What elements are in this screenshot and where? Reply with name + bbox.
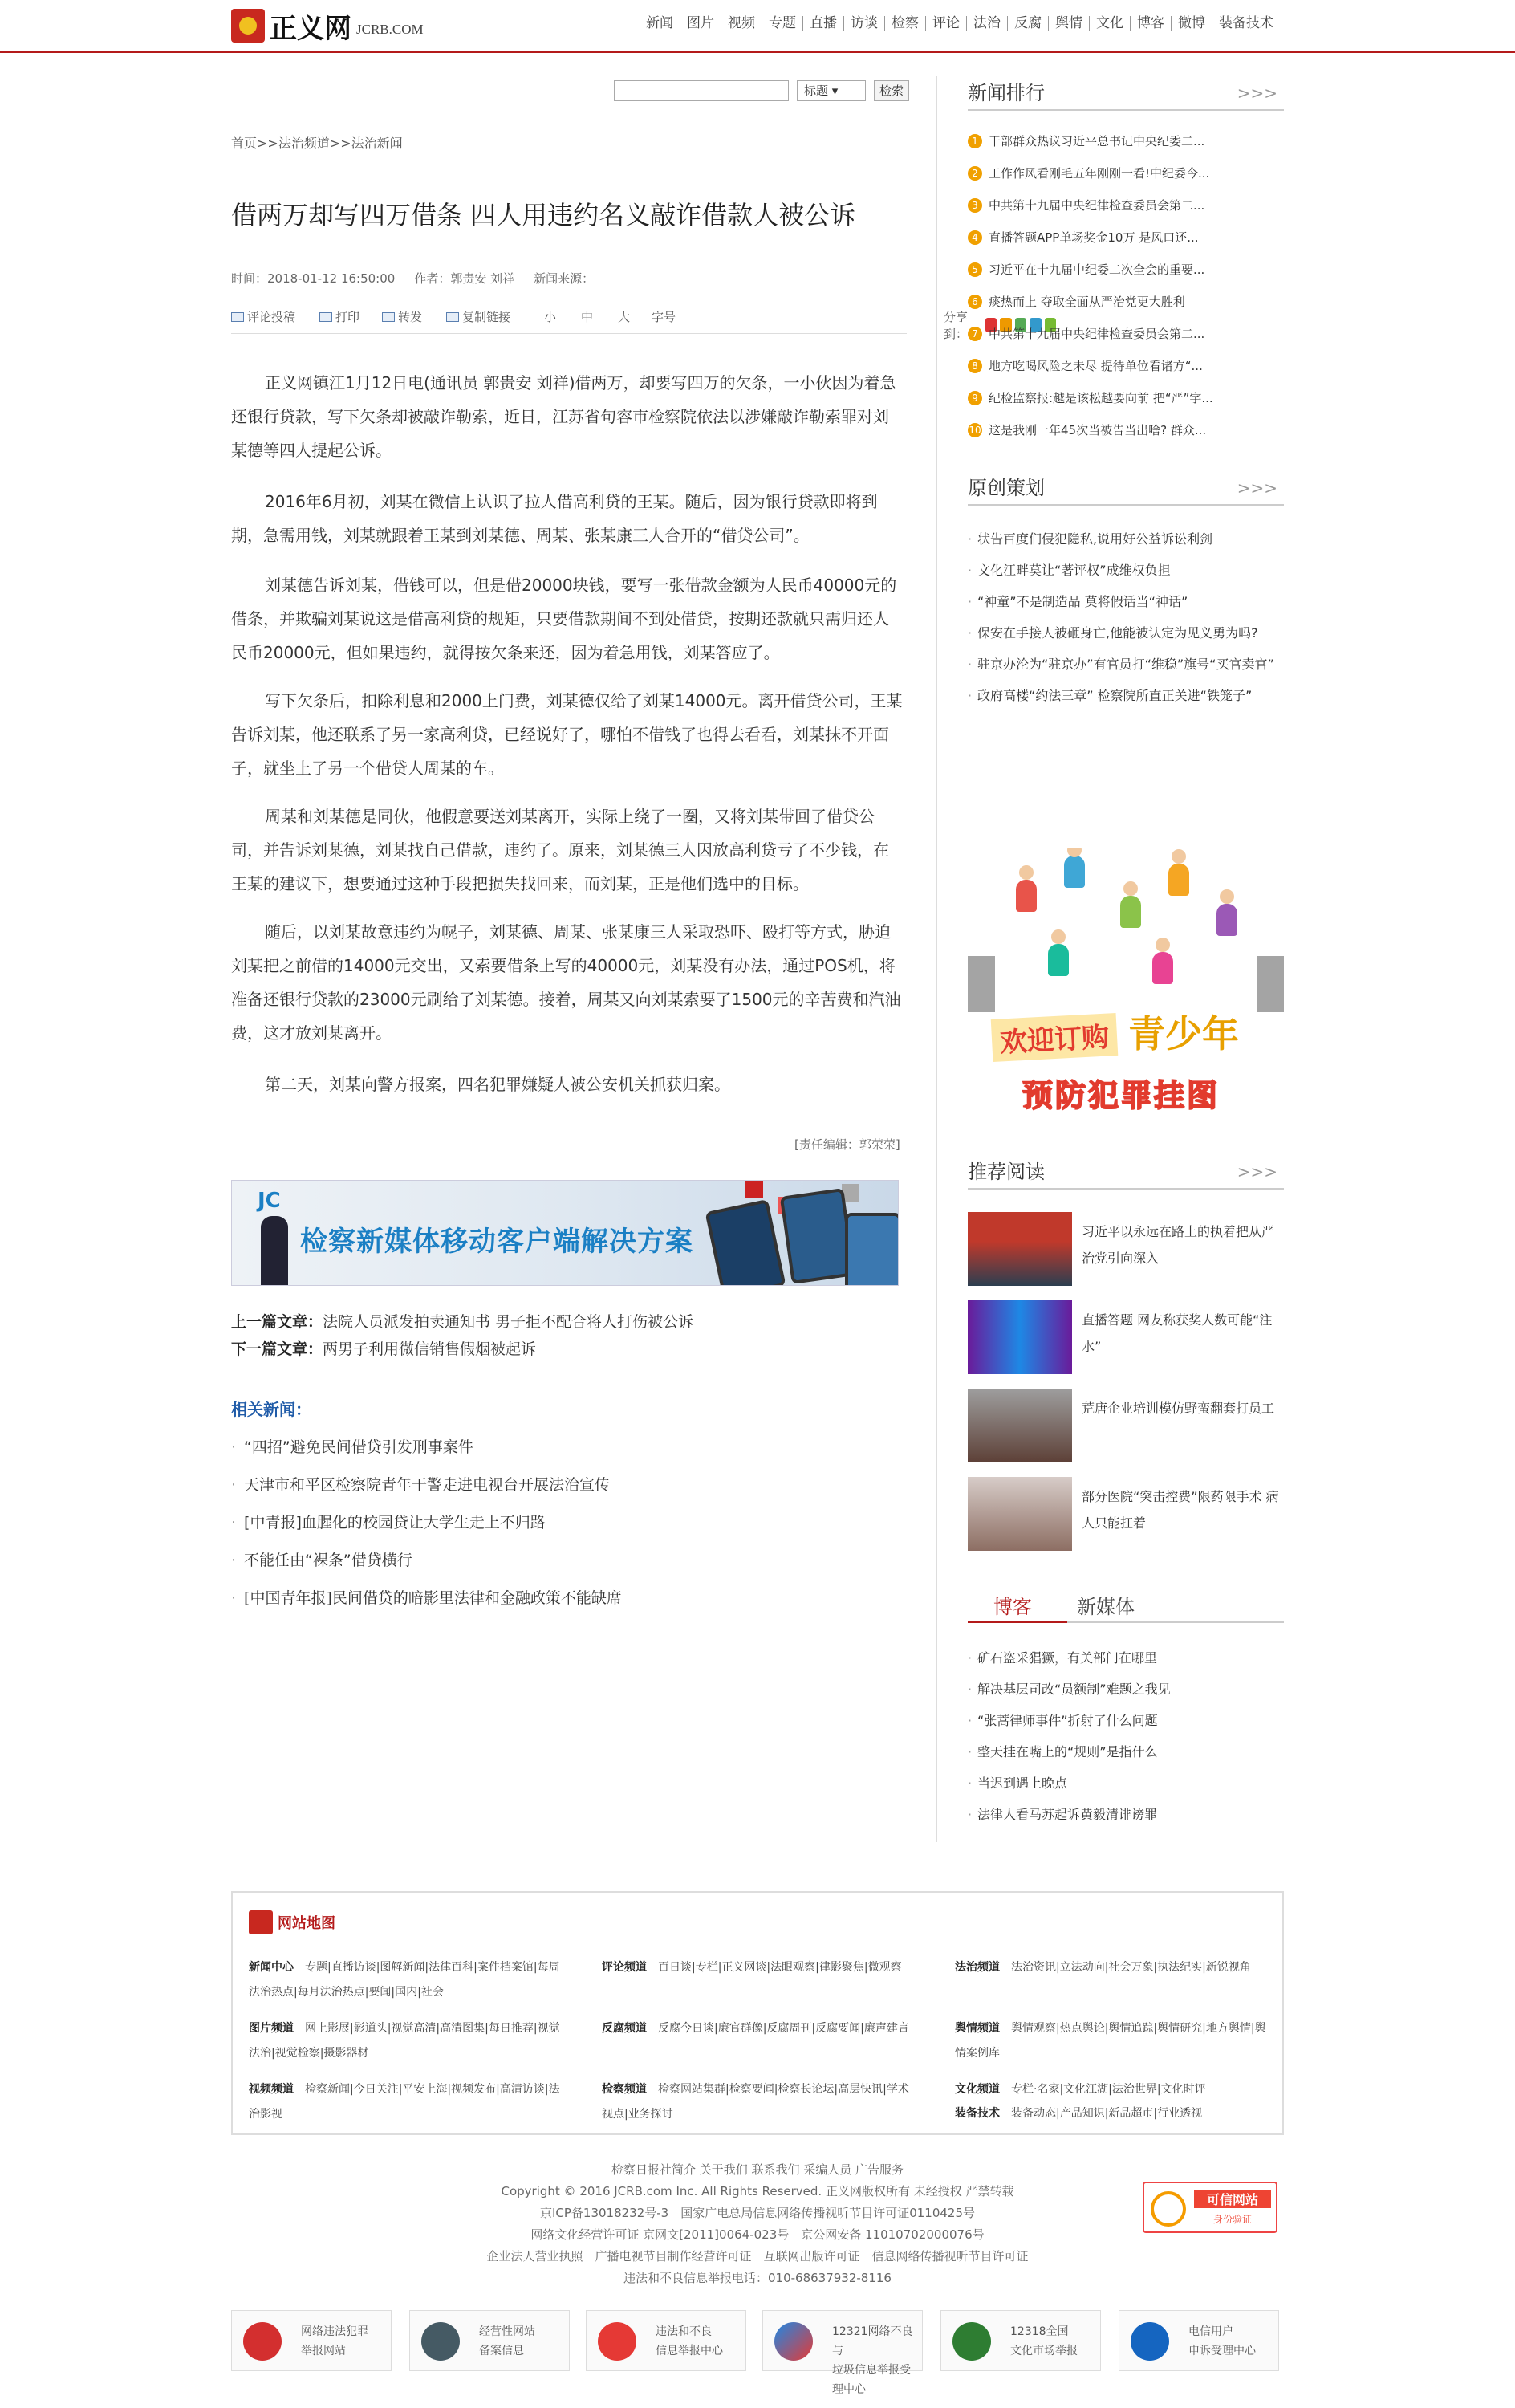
badge-line: 申诉受理中心: [1188, 2345, 1256, 2357]
badge-line: 文化市场举报: [1010, 2345, 1078, 2357]
sitemap-col-links: 网上影展|影道头|视觉高清|高清图集|每日推荐|视觉法治|视觉检察|摄影器材: [249, 2022, 560, 2060]
original-item[interactable]: · 保安在手接人被砸身亡,他能被认定为见义勇为吗?: [968, 617, 1284, 649]
sitemap-col-title: 反腐频道: [602, 2022, 647, 2035]
poster-figure: [1048, 944, 1069, 976]
footer-badge[interactable]: [762, 2310, 923, 2396]
badge-line: 网络违法犯罪: [301, 2325, 368, 2338]
report-shield-icon: [598, 2322, 636, 2361]
rank-item-text: 中共第十九届中央纪律检查委员会第二...: [989, 198, 1205, 213]
recommend-text: 直播答题 网友称获奖人数可能“注水”: [1082, 1312, 1273, 1354]
sitemap-column[interactable]: [955, 1955, 1268, 1980]
share-label: 分享到：: [944, 310, 969, 341]
footer-certs[interactable]: 企业法人营业执照 广播电视节目制作经营许可证 互联网出版许可证 信息网络传播视听节目许可证: [486, 2249, 1029, 2264]
sitemap-col-title: 舆情频道: [955, 2022, 1000, 2035]
footer-links[interactable]: 检察日报社简介 关于我们 联系我们 采编人员 广告服务: [611, 2162, 904, 2177]
sitemap-col-links: 检察新闻|今日关注|平安上海|视频发布|高清访谈|法治影视: [249, 2083, 560, 2121]
rank-item-text: 纪检监察报:越是该松越要向前 把“严”字...: [989, 391, 1213, 405]
rank-item-text: 直播答题APP单场奖金10万 是风口还...: [989, 230, 1199, 245]
sitemap-column[interactable]: [955, 2016, 1268, 2066]
copy-link[interactable]: [446, 308, 510, 325]
top-nav: [640, 16, 1280, 31]
comment-submit-link[interactable]: [231, 308, 295, 325]
print-link[interactable]: [319, 308, 359, 325]
banner-text: 检察新媒体移动客户端解决方案: [300, 1226, 693, 1258]
article-paragraph: 写下欠条后，扣除利息和2000上门费，刘某德仅给了刘某14000元。离开借贷公司，王某告诉刘某，他还联系了另一家高利贷，已经说好了，哪怕不借钱了也得去看看，刘某抹不开面子，就坐上了另一个借贷人周某的车。: [231, 691, 903, 778]
sitemap-col-links: 装备动态|产品知识|新品超市|行业透视: [1011, 2107, 1203, 2120]
sitemap-col-title: 图片频道: [249, 2022, 294, 2035]
related-news-item[interactable]: · [中青报]血腥化的校园贷让大学生走上不归路: [231, 1504, 622, 1542]
trust-subtitle: 身份验证: [1212, 2214, 1252, 2225]
recommend-title: 推荐阅读: [968, 1161, 1045, 1183]
nav-item[interactable]: 新闻: [646, 15, 673, 31]
poster-line2: 青少年: [1128, 1012, 1239, 1056]
search-button[interactable]: 检索: [874, 80, 909, 101]
rank-item-text: 中共第十九届中央纪律检查委员会第二...: [989, 327, 1205, 341]
article-paragraph: 正义网镇江1月12日电(通讯员 郭贵安 刘祥)借两万，却要写四万的欠条，一小伙因为着急还银行贷款，写下欠条却被敲诈勒索，近日，江苏省句容市检察院依法以涉嫌敲诈勒索罪对刘某德等四人提起公诉。: [231, 373, 896, 460]
footer-badge[interactable]: [409, 2310, 570, 2371]
rank-item[interactable]: [968, 189, 1284, 222]
sitemap-col-title: 装备技术: [955, 2107, 1000, 2120]
banner-brand: JC: [258, 1189, 281, 1213]
recommend-text: 习近平以永远在路上的执着把从严治党引向深入: [1082, 1224, 1275, 1266]
nav-item[interactable]: 检察: [884, 16, 925, 31]
banner-figure: [261, 1216, 288, 1285]
original-list: [968, 523, 1284, 711]
rank-item-text: 习近平在十九届中纪委二次全会的重要...: [989, 262, 1205, 277]
rank-item[interactable]: [968, 414, 1284, 446]
font-small-label: 小: [544, 310, 557, 324]
phone-image: [845, 1213, 899, 1286]
footer-info: [0, 2159, 1515, 2289]
more-link[interactable]: >>>: [1237, 478, 1277, 498]
badge-line: 违法和不良: [656, 2325, 712, 2338]
prev-article-link[interactable]: [231, 1308, 693, 1336]
footer-copyright: Copyright © 2016 JCRB.com Inc. All Rights Reserved. 正义网版权所有 未经授权 严禁转载: [501, 2184, 1014, 2199]
footer-icp: 京ICP备13018232号-3 国家广电总局信息网络传播视听节目许可证0110425号: [539, 2206, 976, 2220]
rank-item[interactable]: [968, 254, 1284, 286]
site-map: [231, 1891, 1284, 2135]
forward-icon: [382, 312, 395, 322]
sitemap-title: 网站地图: [278, 1915, 335, 1932]
rank-item-text: 这是我刚一年45次当被告当出啥? 群众...: [989, 423, 1207, 437]
print-label: 打印: [335, 310, 360, 324]
font-large-button[interactable]: [618, 308, 630, 325]
rank-number-badge: 1: [968, 134, 982, 148]
police-emblem-icon: [243, 2322, 282, 2361]
logo-emblem-icon: [231, 9, 265, 43]
sitemap-header: [249, 1910, 335, 1934]
banner-decor: [745, 1181, 763, 1198]
original-item[interactable]: · 状告百度们侵犯隐私,说用好公益诉讼利剑: [968, 523, 1284, 555]
font-small-button[interactable]: [544, 308, 556, 325]
poster-figure-head: [1172, 849, 1186, 864]
recommend-thumbnail: [968, 1212, 1072, 1286]
breadcrumb[interactable]: 首页>>法治频道>>法治新闻: [231, 136, 403, 151]
original-item[interactable]: · 政府高楼“约法三章” 检察院所直正关进“铁笼子”: [968, 680, 1284, 711]
prev-title: 法院人员派发拍卖通知书 男子拒不配合将人打伤被公诉: [323, 1313, 694, 1331]
sitemap-col-links: 检察网站集群|检察要闻|检察长论坛|高层快讯|学术视点|业务探讨: [602, 2083, 909, 2121]
nav-item[interactable]: 博客: [1130, 16, 1171, 31]
related-news-item[interactable]: · 不能任由“裸条”借贷横行: [231, 1542, 622, 1580]
poster-figure: [1016, 880, 1037, 912]
logo-domain: JCRB.COM: [356, 22, 424, 37]
more-link[interactable]: >>>: [1237, 1162, 1277, 1182]
badge-line: 经营性网站: [479, 2325, 535, 2338]
poster-line3: 预防犯罪挂图: [1022, 1078, 1221, 1113]
article-paragraph: 刘某德告诉刘某，借钱可以，但是借20000块钱，要写一张借款金额为人民币40000元的借条，并欺骗刘某说这是借高利贷的规矩，只要借款期间不到处借贷，按期还款就只需归还人民币20000元，但如果违约，就得按欠条来还，因为着急用钱，刘某答应了。: [231, 576, 897, 662]
rank-item[interactable]: [968, 318, 1284, 350]
related-news-item[interactable]: · 天津市和平区检察院青年干警走进电视台开展法治宣传: [231, 1466, 622, 1504]
rank-item[interactable]: [968, 286, 1284, 318]
article-author: 作者：郭贵安 刘祥: [414, 271, 515, 286]
original-header: [968, 474, 1284, 506]
app-ad-banner[interactable]: [231, 1180, 899, 1286]
font-mid-label: 中: [581, 310, 594, 324]
responsible-editor: [责任编辑：郭荣荣]: [794, 1137, 900, 1152]
poster-figure-head: [1019, 865, 1034, 880]
font-mid-button[interactable]: [581, 308, 593, 325]
news-rank-list: [968, 125, 1284, 446]
blog-media-tabs: [968, 1588, 1284, 1623]
recommend-header: [968, 1157, 1284, 1190]
police-figure-icon: [421, 2322, 460, 2361]
copy-label: 复制链接: [462, 310, 511, 324]
nav-item[interactable]: 微博: [1171, 16, 1212, 31]
active-tab-indicator: [968, 1621, 1067, 1623]
related-news-title: 相关新闻：: [231, 1400, 311, 1419]
original-item[interactable]: · 驻京办沦为“驻京办”有官员打“维稳”旗号“买官卖官”: [968, 649, 1284, 680]
rank-item[interactable]: [968, 222, 1284, 254]
related-news-item[interactable]: · [中国青年报]民间借贷的暗影里法律和金融政策不能缺席: [231, 1580, 622, 1617]
comment-label: 评论投稿: [247, 310, 296, 324]
footer-badge[interactable]: [586, 2310, 746, 2371]
blog-item[interactable]: · 法律人看马苏起诉黄毅清诽谤罪: [968, 1799, 1284, 1830]
rank-item[interactable]: [968, 157, 1284, 189]
badge-line: 举报网站: [301, 2345, 346, 2357]
sitemap-column[interactable]: [249, 2077, 562, 2127]
sitemap-col-title: 新闻中心: [249, 1961, 294, 1974]
sitemap-col-links: 法治资讯|立法动向|社会万象|执法纪实|新锐视角: [1011, 1961, 1251, 1974]
nav-item[interactable]: 舆情: [1048, 16, 1089, 31]
recommend-item[interactable]: [968, 1212, 1284, 1286]
trusted-site-badge[interactable]: [1143, 2182, 1277, 2233]
nav-item[interactable]: 法治: [966, 16, 1007, 31]
article-paragraph: 周某和刘某德是同伙，他假意要送刘某离开，实际上绕了一圈，又将刘某带回了借贷公司，并告诉刘某德，刘某找自己借款，违约了。原来，刘某德三人因放高利贷亏了不少钱，在王某的建议下，想要通过这种手段把损失找回来，而刘某，正是他们选中的目标。: [231, 807, 889, 893]
rank-item[interactable]: [968, 350, 1284, 382]
blog-list: [968, 1642, 1284, 1830]
sitemap-column[interactable]: [955, 2077, 1268, 2102]
blog-item[interactable]: · 当迟到遇上晚点: [968, 1767, 1284, 1799]
sitemap-col-links: 专题|直播访谈|图解新闻|法律百科|案件档案馆|每周法治热点|每月法治热点|要闻|国内|社会: [249, 1961, 560, 1999]
blog-item[interactable]: · 整天挂在嘴上的“规则”是指什么: [968, 1736, 1284, 1767]
column-divider: [936, 76, 937, 1842]
sitemap-column[interactable]: [249, 1955, 562, 2005]
sitemap-column[interactable]: [249, 2016, 562, 2066]
recommend-item[interactable]: [968, 1300, 1284, 1374]
poster-line1: 欢迎订购: [991, 1013, 1119, 1062]
footer-badge[interactable]: [1119, 2310, 1279, 2371]
article-paragraph: 2016年6月初，刘某在微信上认识了拉人借高利贷的王某。随后，因为银行贷款即将到期，急需用钱，刘某就跟着王某到刘某德、周某、张某康三人合开的“借贷公司”。: [231, 492, 878, 545]
badge-line: 信息举报中心: [656, 2345, 723, 2357]
badge-line: 电信用户: [1188, 2325, 1233, 2338]
tab-new-media[interactable]: 新媒体: [1077, 1596, 1135, 1618]
badge-line: 垃圾信息举报受理中心: [832, 2364, 911, 2396]
nav-item[interactable]: 装备技术: [1212, 16, 1280, 31]
forward-label: 转发: [398, 310, 423, 324]
article-source: 新闻来源：: [534, 271, 595, 286]
rank-number-badge: 9: [968, 391, 982, 405]
related-news-list: [231, 1429, 622, 1617]
publish-time: 时间：2018-01-12 16:50:00: [231, 271, 396, 286]
telecom-arrows-icon: [1131, 2322, 1169, 2361]
rank-item[interactable]: [968, 382, 1284, 414]
logo-text: 正义网: [270, 12, 351, 45]
sitemap-col-title: 评论频道: [602, 1961, 647, 1974]
link-icon: [446, 312, 459, 322]
poster-figure-head: [1123, 881, 1138, 896]
sitemap-col-title: 视频频道: [249, 2083, 294, 2096]
site-logo[interactable]: [231, 8, 424, 43]
trust-title: 可信网站: [1194, 2190, 1271, 2208]
rank-item[interactable]: [968, 125, 1284, 157]
12318-logo-icon: [952, 2322, 991, 2361]
carousel-next-button[interactable]: [1257, 956, 1284, 1012]
poster-figure-head: [1051, 929, 1066, 944]
blog-item[interactable]: · 矿石盗采猖獗，有关部门在哪里: [968, 1642, 1284, 1674]
original-item[interactable]: · 文化江畔莫让“著评权”成维权负担: [968, 555, 1284, 586]
top-header: [0, 0, 1515, 53]
news-rank-header: [968, 79, 1284, 111]
poster-figure-head: [1220, 889, 1234, 904]
sitemap-column[interactable]: [602, 1955, 915, 1980]
phone-image: [705, 1199, 786, 1286]
nav-item[interactable]: 评论: [925, 16, 966, 31]
article-meta: [231, 270, 594, 287]
next-title: 两男子利用微信销售假烟被起诉: [323, 1340, 537, 1358]
badge-line: 12318全国: [1010, 2325, 1069, 2338]
rank-number-badge: 8: [968, 359, 982, 373]
more-link[interactable]: >>>: [1237, 83, 1277, 103]
font-large-label: 大: [618, 310, 631, 324]
search-input[interactable]: [614, 80, 789, 101]
print-icon: [319, 312, 332, 322]
rank-item-text: 地方吃喝风险之未尽 提待单位看诸方“...: [989, 359, 1203, 373]
sitemap-col-title: 检察频道: [602, 2083, 647, 2096]
sitemap-column[interactable]: [955, 2101, 1268, 2126]
nav-item[interactable]: 视频: [721, 16, 762, 31]
sitemap-col-title: 文化频道: [955, 2083, 1000, 2096]
rank-item-text: 工作作风看刚毛五年刚刚一看!中纪委今...: [989, 166, 1210, 181]
recommend-item[interactable]: [968, 1477, 1284, 1551]
prev-label: 上一篇文章：: [231, 1313, 323, 1331]
recommend-text: 荒唐企业培训模仿野蛮翻套打员工: [1082, 1401, 1275, 1416]
poster-figure: [1168, 864, 1189, 896]
poster-figure: [1152, 952, 1173, 984]
sitemap-col-links: 舆情观察|热点舆论|舆情追踪|舆情研究|地方舆情|舆情案例库: [955, 2022, 1266, 2060]
sitemap-col-links: 反腐今日谈|廉官群像|反腐周刊|反腐要闻|廉声建言: [658, 2022, 909, 2035]
sitemap-column[interactable]: [602, 2016, 915, 2041]
rank-number-badge: 4: [968, 230, 982, 245]
original-item[interactable]: · “神童”不是制造品 莫将假话当“神话”: [968, 586, 1284, 617]
sitemap-col-links: 百日谈|专栏|正义网谈|法眼观察|律影聚焦|微观察: [658, 1961, 902, 1974]
nav-item[interactable]: 反腐: [1007, 16, 1048, 31]
poster-figure: [1216, 904, 1237, 936]
rank-number-badge: 3: [968, 198, 982, 213]
poster-figure-head: [1067, 848, 1082, 857]
search-field-select[interactable]: 标题 ▾: [797, 80, 866, 101]
trust-seal-icon: [1151, 2191, 1186, 2227]
next-label: 下一篇文章：: [231, 1340, 323, 1358]
poster-figure-head: [1156, 938, 1170, 952]
rank-number-badge: 7: [968, 327, 982, 341]
sitemap-logo-icon: [249, 1910, 273, 1934]
next-article-link[interactable]: [231, 1336, 693, 1363]
comment-icon: [231, 312, 244, 322]
footer-report-phone: 违法和不良信息举报电话：010-68637932-8116: [623, 2271, 892, 2285]
recommend-thumbnail: [968, 1477, 1072, 1551]
recommend-thumbnail: [968, 1389, 1072, 1462]
related-news-item[interactable]: · “四招”避免民间借贷引发刑事案件: [231, 1429, 622, 1466]
footer-badge[interactable]: [940, 2310, 1101, 2371]
sitemap-col-title: 法治频道: [955, 1961, 1000, 1974]
sitemap-col-links: 专栏·名家|文化江湖|法治世界|文化时评: [1011, 2083, 1206, 2096]
carousel-prev-button[interactable]: [968, 956, 995, 1012]
sitemap-column[interactable]: [602, 2077, 915, 2127]
prev-next-links: [231, 1308, 693, 1363]
article-paragraph: 随后，以刘某故意违约为幌子，刘某德、周某、张某康三人采取恐吓、殴打等方式，胁迫刘某把之前借的14000元交出，又索要借条上写的40000元，刘某没有办法，通过POS机，将准备还银行贷款的23000元刷给了刘某德。接着，周某又向刘某索要了1500元的辛苦费和汽油费，这才放刘某离开。: [231, 922, 901, 1043]
badge-line: 12321网络不良与: [832, 2325, 913, 2357]
12321-logo-icon: [774, 2322, 813, 2361]
search-select-value: 标题: [804, 83, 829, 98]
nav-item[interactable]: 直播: [802, 16, 843, 31]
recommend-item[interactable]: [968, 1389, 1284, 1462]
footer-badge[interactable]: [231, 2310, 392, 2371]
rank-number-badge: 10: [969, 425, 981, 436]
tab-blog[interactable]: 博客: [993, 1596, 1032, 1618]
article-title: 借两万却写四万借条 四人用违约名义敲诈借款人被公诉: [231, 200, 856, 230]
footer-license: 网络文化经营许可证 京网文[2011]0064-023号 京公网安备 11010702000076号: [530, 2227, 985, 2242]
blog-item[interactable]: · 解决基层司改“员额制”难题之我见: [968, 1674, 1284, 1705]
rank-number-badge: 2: [968, 166, 982, 181]
nav-item[interactable]: 访谈: [843, 16, 884, 31]
recommend-text: 部分医院“突击控费”限药限手术 病人只能扛着: [1082, 1489, 1279, 1531]
original-title: 原创策划: [968, 477, 1045, 499]
blog-item[interactable]: · “张蒿律师事件”折射了什么问题: [968, 1705, 1284, 1736]
rank-item-text: 痰热而上 夺取全面从严治党更大胜利: [989, 295, 1185, 309]
rank-item-text: 干部群众热议习近平总书记中央纪委二...: [989, 134, 1205, 148]
article-toolbar: [231, 308, 969, 341]
font-size-label: 字号: [652, 310, 676, 324]
poster-figure: [1064, 856, 1085, 888]
nav-item[interactable]: 专题: [762, 16, 802, 31]
recommend-thumbnail: [968, 1300, 1072, 1374]
forward-link[interactable]: [382, 308, 422, 325]
news-rank-title: 新闻排行: [968, 82, 1045, 104]
nav-item[interactable]: 图片: [680, 16, 721, 31]
poster-ad[interactable]: [968, 848, 1284, 1124]
rank-number-badge: 6: [968, 295, 982, 309]
nav-item[interactable]: 文化: [1089, 16, 1130, 31]
rank-number-badge: 5: [968, 262, 982, 277]
search-bar: [614, 80, 909, 101]
poster-figure: [1120, 896, 1141, 928]
article-paragraph: 第二天，刘某向警方报案，四名犯罪嫌疑人被公安机关抓获归案。: [265, 1075, 730, 1094]
badge-line: 备案信息: [479, 2345, 524, 2357]
